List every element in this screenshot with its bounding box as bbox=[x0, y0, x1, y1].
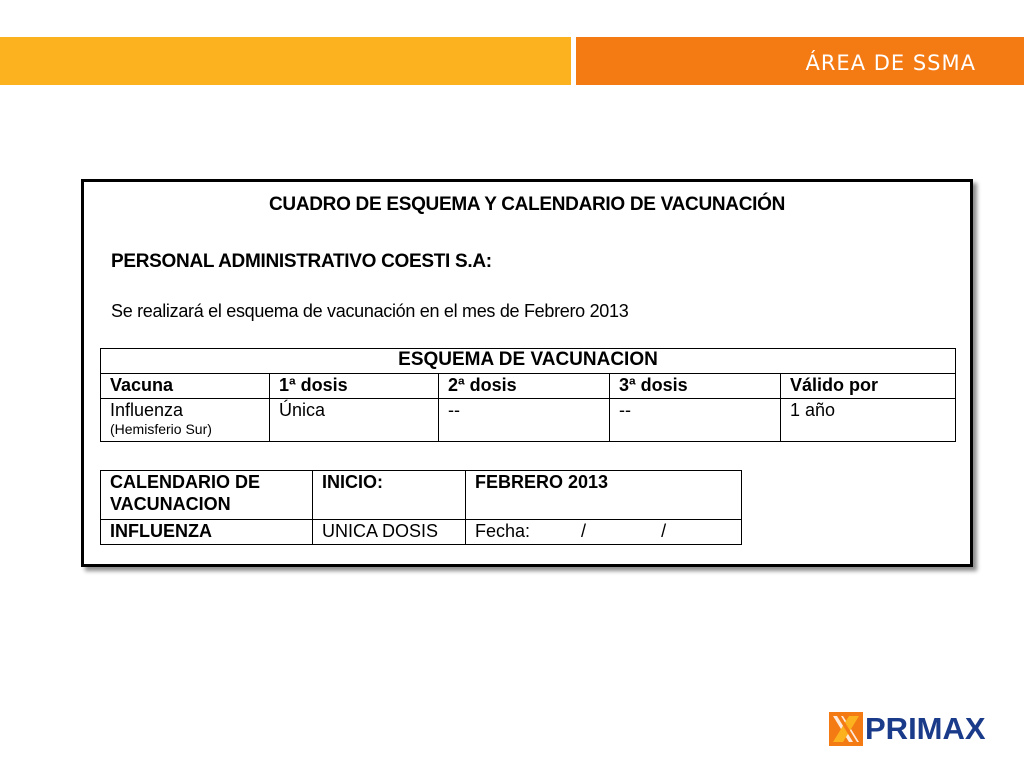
vaccine-cell bbox=[101, 399, 270, 442]
date-cell bbox=[466, 520, 742, 545]
column-header: Vacuna bbox=[101, 374, 270, 399]
table-row bbox=[101, 399, 956, 442]
schedule-table bbox=[100, 348, 956, 442]
date-separator: / bbox=[581, 521, 587, 541]
document-note: Se realizará el esquema de vacunación en el mes de Febrero 2013 bbox=[111, 301, 629, 321]
column-header: 2ª dosis bbox=[439, 374, 610, 399]
header-bar-right bbox=[576, 37, 1024, 85]
schedule-heading: ESQUEMA DE VACUNACION bbox=[101, 349, 956, 374]
dose1-cell: Única bbox=[270, 399, 439, 442]
document-title: CUADRO DE ESQUEMA Y CALENDARIO DE VACUNACIÓN bbox=[268, 194, 786, 215]
document-subtitle: PERSONAL ADMINISTRATIVO COESTI S.A: bbox=[111, 251, 492, 272]
logo-text: PRIMAX bbox=[865, 711, 986, 746]
column-header: Válido por bbox=[781, 374, 956, 399]
start-label: INICIO: bbox=[313, 471, 466, 520]
dose-label: UNICA DOSIS bbox=[313, 520, 466, 545]
primax-logo bbox=[829, 711, 1004, 747]
vaccination-document bbox=[81, 179, 973, 567]
calendar-label: CALENDARIO DE VACUNACION bbox=[101, 471, 313, 520]
vaccine-label: INFLUENZA bbox=[101, 520, 313, 545]
vaccine-note: (Hemisferio Sur) bbox=[110, 421, 212, 437]
dose2-cell: -- bbox=[439, 399, 610, 442]
valid-cell: 1 año bbox=[781, 399, 956, 442]
column-header: 3ª dosis bbox=[610, 374, 781, 399]
date-label: Fecha: bbox=[475, 521, 531, 541]
calendar-table bbox=[100, 470, 742, 545]
vaccine-name: Influenza bbox=[110, 400, 184, 420]
column-header: 1ª dosis bbox=[270, 374, 439, 399]
date-separator: / bbox=[661, 521, 667, 541]
header-bar-left bbox=[0, 37, 571, 85]
dose3-cell: -- bbox=[610, 399, 781, 442]
primax-x-icon bbox=[829, 712, 863, 746]
start-value: FEBRERO 2013 bbox=[466, 471, 742, 520]
area-title: ÁREA DE SSMA bbox=[805, 51, 976, 75]
